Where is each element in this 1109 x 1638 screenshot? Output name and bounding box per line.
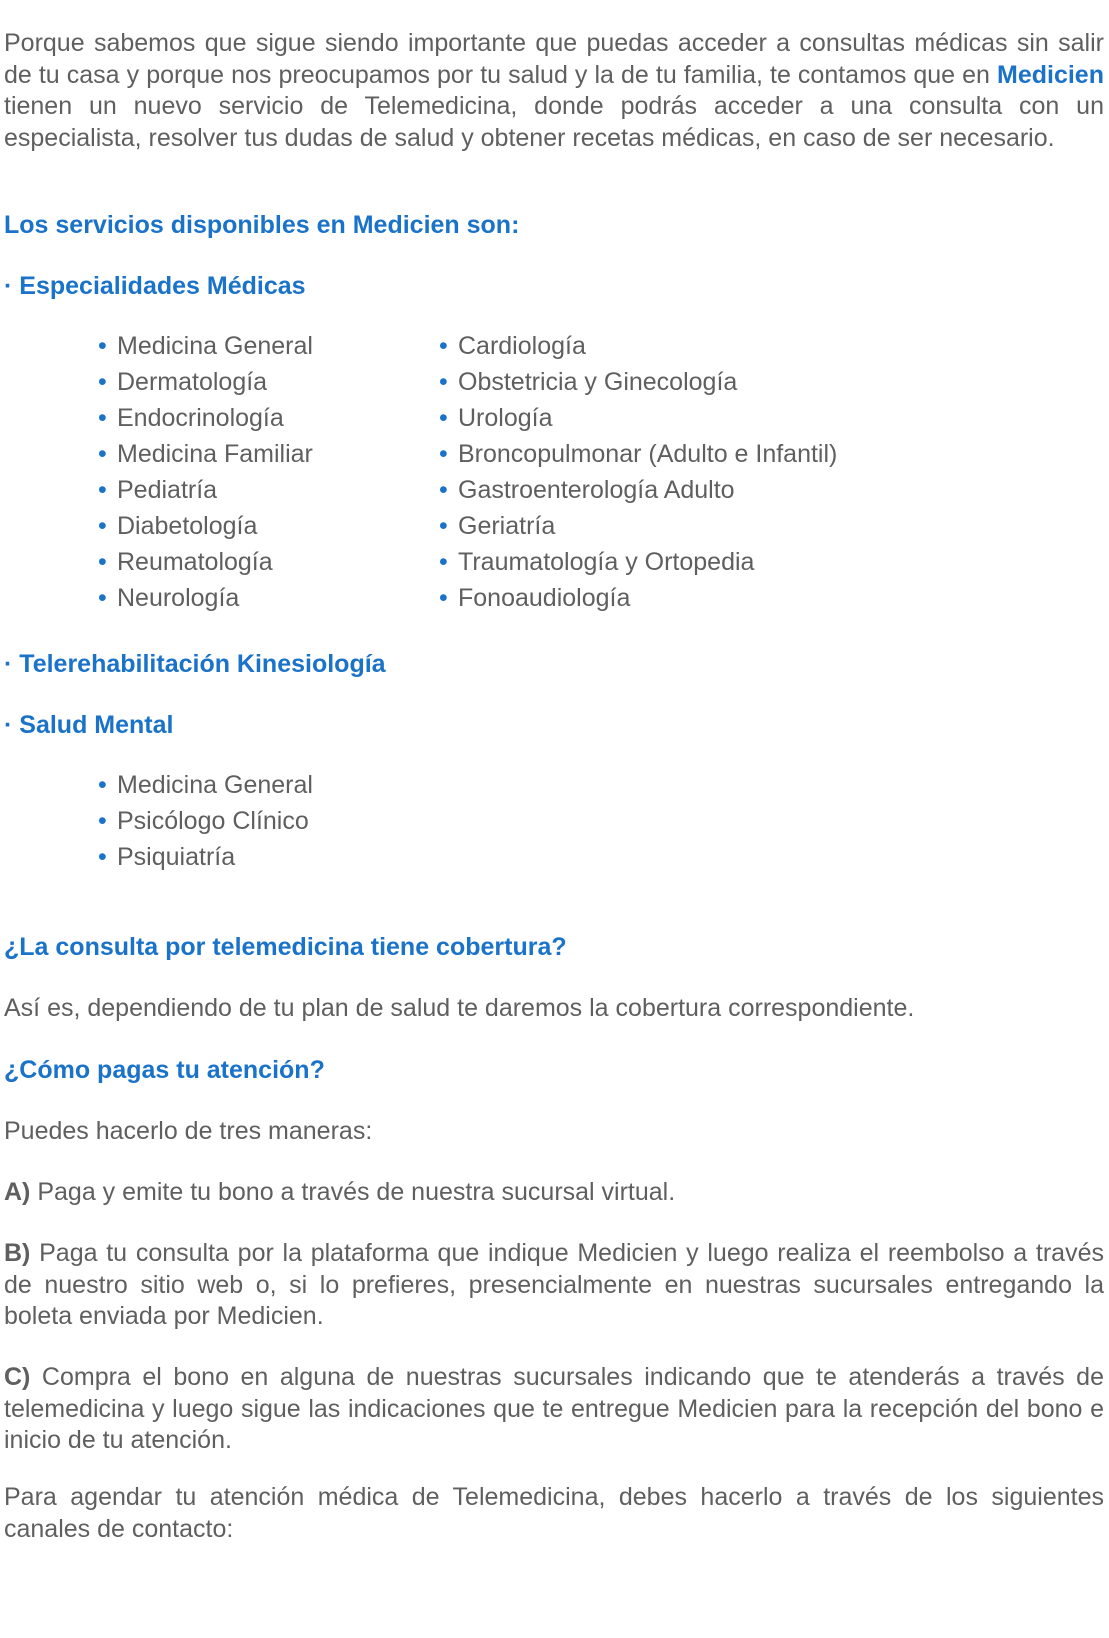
list-item-label: Pediatría (117, 476, 218, 504)
payment-intro: Puedes hacerlo de tres maneras: (4, 1117, 373, 1145)
payment-question: ¿Cómo pagas tu atención? (4, 1056, 325, 1084)
list-item (439, 328, 837, 364)
intro-text-before: Porque sabemos que sigue siendo importante que puedas acceder a consultas médicas sin salir de tu casa y porque nos preocupamos por tu salud y la de tu familia, te contamos que en (4, 29, 1104, 89)
section-title-text: Especialidades Médicas (19, 272, 306, 300)
list-item-label: Endocrinología (117, 404, 284, 432)
bullet-icon: • (98, 771, 107, 799)
list-item-label: Medicina General (117, 771, 313, 799)
option-label: C) (4, 1363, 31, 1391)
list-item (98, 364, 313, 400)
option-text: Paga tu consulta por la plataforma que indique Medicien y luego realiza el reembolso a través de nuestro sitio web o, si lo prefieres, presencialmente en nuestras sucursales entregando la boleta enviada por Medicien. (4, 1239, 1104, 1330)
list-item-label: Medicina General (117, 332, 313, 360)
list-item-label: Traumatología y Ortopedia (458, 548, 755, 576)
mental-health-list (98, 767, 313, 875)
list-item-label: Broncopulmonar (Adulto e Infantil) (458, 440, 838, 468)
bullet-icon: • (98, 843, 107, 871)
bullet-icon: • (439, 332, 448, 360)
list-item-label: Psicólogo Clínico (117, 807, 309, 835)
list-item (98, 580, 313, 616)
closing-paragraph: Para agendar tu atención médica de Telemedicina, debes hacerlo a través de los siguientes canales de contacto: (4, 1483, 1104, 1543)
bullet-icon: • (439, 368, 448, 396)
list-item (98, 400, 313, 436)
payment-option-b (4, 1238, 1104, 1333)
option-label: A) (4, 1178, 31, 1206)
bullet-icon: • (439, 440, 448, 468)
specialties-list-right (439, 328, 837, 616)
list-item-label: Reumatología (117, 548, 273, 576)
list-item (98, 767, 313, 803)
option-label: B) (4, 1239, 31, 1267)
section-title-text: Salud Mental (19, 711, 174, 739)
list-item (98, 839, 313, 875)
list-item-label: Obstetricia y Ginecología (458, 368, 738, 396)
list-item (439, 472, 837, 508)
bullet-icon: • (98, 404, 107, 432)
list-item-label: Gastroenterología Adulto (458, 476, 735, 504)
bullet-icon: • (98, 548, 107, 576)
list-item (439, 400, 837, 436)
bullet-icon: • (98, 440, 107, 468)
list-item (98, 544, 313, 580)
bullet-icon: • (98, 368, 107, 396)
list-item-label: Psiquiatría (117, 843, 236, 871)
bullet-icon: • (439, 476, 448, 504)
list-item (439, 580, 837, 616)
bullet-icon: • (98, 332, 107, 360)
bullet-icon: • (98, 807, 107, 835)
list-item-label: Medicina Familiar (117, 440, 313, 468)
list-item (98, 328, 313, 364)
bullet-icon: • (439, 584, 448, 612)
list-item (98, 436, 313, 472)
list-item (439, 364, 837, 400)
list-item (98, 472, 313, 508)
option-text: Paga y emite tu bono a través de nuestra sucursal virtual. (30, 1178, 676, 1206)
section-mental-title (4, 710, 173, 742)
section-specialties-title (4, 271, 306, 303)
option-text: Compra el bono en alguna de nuestras sucursales indicando que te atenderás a través de telemedicina y luego sigue las indicaciones que te entregue Medicien para la recepción del bono e inicio de tu atención. (4, 1363, 1104, 1454)
coverage-question: ¿La consulta por telemedicina tiene cobertura? (4, 933, 567, 961)
specialties-list-left (98, 328, 313, 616)
brand-name: Medicien (997, 60, 1104, 89)
bullet-icon: • (98, 584, 107, 612)
bullet-icon: • (98, 512, 107, 540)
list-item (98, 508, 313, 544)
services-heading: Los servicios disponibles en Medicien son: (4, 211, 520, 239)
list-item (439, 436, 837, 472)
intro-paragraph (4, 28, 1104, 154)
bullet-icon: • (439, 548, 448, 576)
coverage-answer: Así es, dependiendo de tu plan de salud te daremos la cobertura correspondiente. (4, 994, 915, 1022)
list-item-label: Diabetología (117, 512, 258, 540)
list-item (98, 803, 313, 839)
list-item-label: Urología (458, 404, 553, 432)
bullet-glyph: · (4, 711, 13, 739)
bullet-icon: • (98, 476, 107, 504)
bullet-glyph: · (4, 272, 13, 300)
list-item-label: Cardiología (458, 332, 586, 360)
payment-option-c (4, 1362, 1104, 1457)
bullet-icon: • (439, 404, 448, 432)
list-item (439, 544, 837, 580)
list-item (439, 508, 837, 544)
section-rehab-title (4, 649, 386, 681)
list-item-label: Geriatría (458, 512, 556, 540)
intro-text-after: tienen un nuevo servicio de Telemedicina, donde podrás acceder a una consulta con un especialista, resolver tus dudas de salud y obtener recetas médicas, en caso de ser necesario. (4, 92, 1104, 152)
section-title-text: Telerehabilitación Kinesiología (19, 650, 386, 678)
list-item-label: Dermatología (117, 368, 268, 396)
list-item-label: Fonoaudiología (458, 584, 631, 612)
bullet-icon: • (439, 512, 448, 540)
bullet-glyph: · (4, 650, 13, 678)
payment-option-a (4, 1177, 1104, 1209)
list-item-label: Neurología (117, 584, 240, 612)
